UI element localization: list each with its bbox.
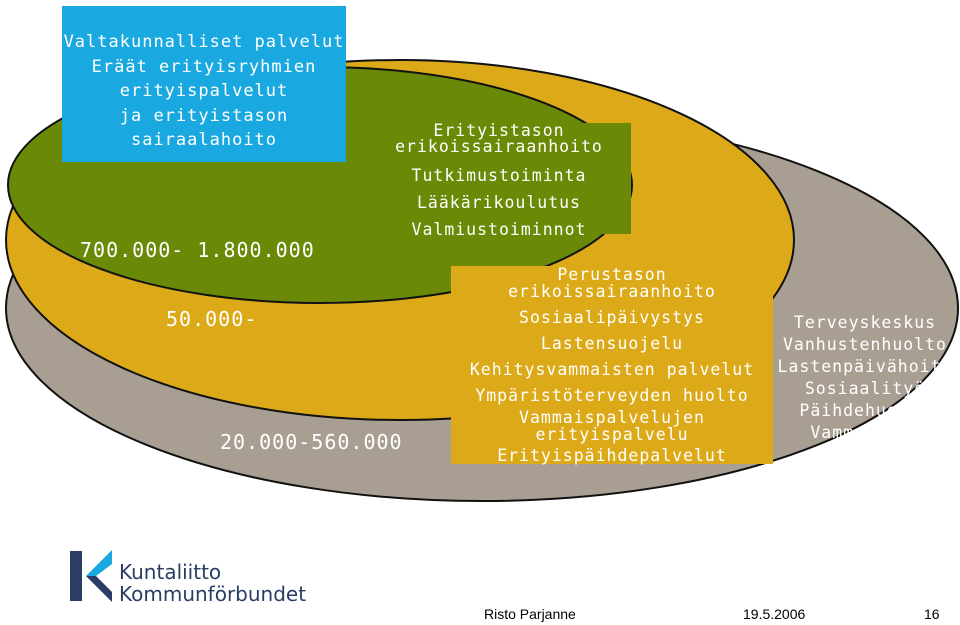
- basic-line-8: erityispalvelu: [535, 425, 689, 444]
- basic-line-1: Perustason: [557, 265, 667, 284]
- national-line-2: Eräät erityisryhmien: [91, 56, 317, 77]
- specialist-line-5: Valmiustoiminnot: [411, 219, 587, 239]
- basic-line-4: Lastensuojelu: [540, 334, 684, 353]
- footer-page-number: 16: [924, 606, 940, 622]
- primary-line-6: Vammaisten: [810, 423, 920, 442]
- specialist-line-2: erikoissairaanhoito: [395, 137, 603, 156]
- basic-line-6: Ympäristöterveyden huolto: [475, 386, 749, 405]
- national-line-4: ja erityistason: [119, 105, 289, 126]
- logo-k-mark-icon: [68, 548, 116, 604]
- specialist-care-box: [367, 121, 631, 239]
- national-line-3: erityispalvelut: [119, 81, 289, 101]
- basic-population-label: 20.000-560.000: [220, 430, 403, 454]
- national-line-5: sairaalahoito: [130, 130, 278, 150]
- national-services-box: [62, 6, 346, 162]
- national-line-1: Valtakunnalliset palvelut: [63, 32, 345, 52]
- logo-name-line-1: Kuntaliitto: [119, 560, 222, 584]
- basic-line-9: Erityispäihdepalvelut: [497, 446, 727, 465]
- footer-date: 19.5.2006: [743, 606, 806, 622]
- primary-line-5: Päihdehuolto: [799, 401, 931, 420]
- primary-line-3: Lastenpäivähoito: [777, 357, 953, 376]
- basic-specialist-box: [451, 266, 773, 464]
- footer-author: Risto Parjanne: [484, 606, 576, 622]
- logo-name-line-2: Kommunförbundet: [119, 582, 307, 606]
- basic-line-5: Kehitysvammaisten palvelut: [469, 360, 755, 379]
- primary-line-7: palvelut: [821, 445, 909, 464]
- kuntaliitto-logo: [68, 548, 308, 608]
- primary-line-1: Terveyskeskus: [793, 313, 937, 332]
- specialist-line-3: Tutkimustoiminta: [411, 165, 587, 185]
- primary-services-list: [770, 312, 960, 470]
- national-population-label: 700.000- 1.800.000: [80, 238, 315, 262]
- basic-line-2: erikoissairaanhoito: [508, 282, 716, 301]
- basic-line-3: Sosiaalipäivystys: [519, 308, 705, 327]
- primary-line-4: Sosiaalityö: [804, 379, 926, 398]
- primary-line-2: Vanhustenhuolto: [782, 335, 947, 354]
- specialist-line-1: Erityistason: [433, 121, 565, 140]
- specialist-population-label: 50.000-: [166, 307, 258, 331]
- basic-line-7: Vammaispalvelujen: [519, 408, 705, 427]
- specialist-line-4: Lääkärikoulutus: [416, 192, 581, 212]
